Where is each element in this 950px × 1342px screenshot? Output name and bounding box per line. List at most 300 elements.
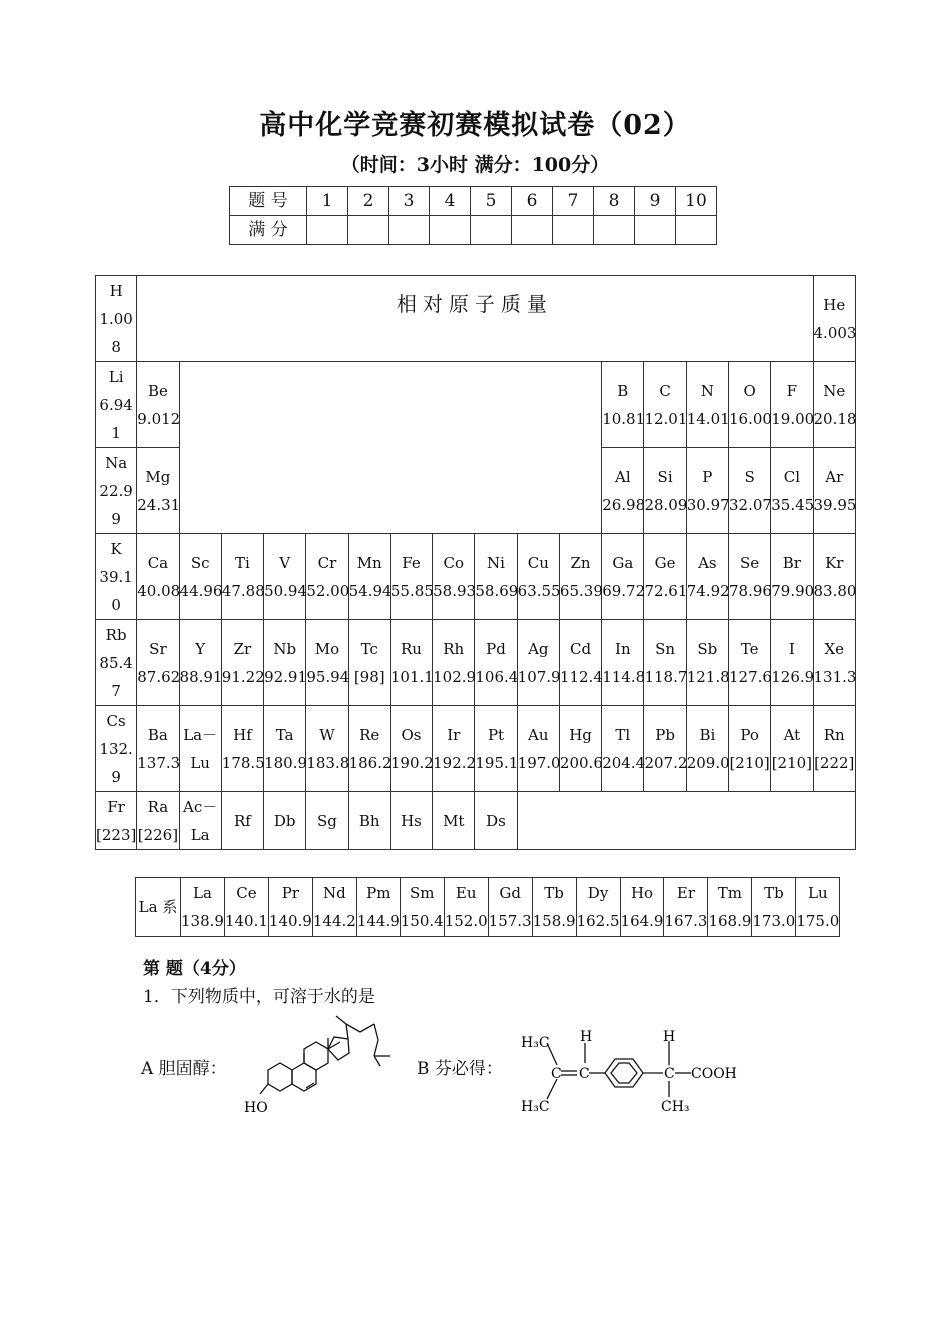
element-mass-cont: 9 xyxy=(111,509,121,528)
element-symbol: As xyxy=(698,553,717,572)
element-cell xyxy=(644,534,686,620)
element-symbol: Ac－ xyxy=(183,797,218,816)
element-mass: 54.94 xyxy=(348,581,392,600)
element-mass: 65.39 xyxy=(559,581,603,600)
element-symbol: Ta xyxy=(275,725,294,744)
element-mass: 190.2 xyxy=(390,753,434,772)
element-symbol: Mn xyxy=(356,553,382,572)
element-cell xyxy=(348,620,390,706)
element-symbol: Po xyxy=(740,725,759,744)
element-rb xyxy=(96,620,137,706)
element-mass: 200.6 xyxy=(559,753,603,772)
element-mass: 167.3 xyxy=(664,912,708,930)
element-symbol: Xe xyxy=(824,639,845,658)
element-symbol: Sn xyxy=(655,639,676,658)
element-cell xyxy=(602,620,644,706)
element-symbol: Sm xyxy=(409,884,435,902)
element-symbol: Ni xyxy=(487,553,505,572)
element-mass: 87.62 xyxy=(137,667,181,686)
element-mass: 175.0 xyxy=(796,912,840,930)
score-number-cell: 1 xyxy=(307,187,348,216)
element-mass: 24.31 xyxy=(137,495,181,514)
element-symbol: Rb xyxy=(105,625,127,644)
period-7 xyxy=(96,792,856,850)
element-mass: 20.18 xyxy=(813,409,857,428)
lanthanide-label: La 系 xyxy=(136,878,181,937)
element-symbol: Er xyxy=(676,884,696,902)
element-mass-cont: 8 xyxy=(111,337,121,356)
element-mass: 78.96 xyxy=(728,581,772,600)
element-mass: 209.0 xyxy=(686,753,730,772)
element-symbol: La－ xyxy=(183,725,218,744)
element-symbol: Pd xyxy=(486,639,506,658)
score-blank-cell[interactable] xyxy=(430,216,471,245)
element-symbol: Br xyxy=(782,553,801,572)
element-mass: 1.00 xyxy=(99,309,133,328)
element-symbol: Tb xyxy=(544,884,564,902)
element-symbol: K xyxy=(110,539,122,558)
element-symbol: Pr xyxy=(281,884,300,902)
period-4 xyxy=(96,534,856,620)
element-symbol: Hs xyxy=(401,811,422,830)
element-cell xyxy=(390,620,432,706)
element-cell xyxy=(708,878,752,937)
element-mass: La xyxy=(190,825,210,844)
element-mass: 114.8 xyxy=(602,667,646,686)
element-mass: 162.5 xyxy=(576,912,620,930)
element-symbol: Kr xyxy=(825,553,844,572)
element-mass: 106.4 xyxy=(475,667,519,686)
element-mass: 22.9 xyxy=(99,481,133,500)
element-cell xyxy=(224,878,268,937)
element-cell xyxy=(137,534,179,620)
element-mass: [210] xyxy=(729,753,770,772)
element-mass: 55.85 xyxy=(390,581,434,600)
score-blank-cell[interactable] xyxy=(676,216,717,245)
element-symbol: Li xyxy=(108,367,124,386)
element-cell xyxy=(602,534,644,620)
score-blank-cell[interactable] xyxy=(307,216,348,245)
element-mass: 178.5 xyxy=(221,753,265,772)
element-symbol: Ge xyxy=(654,553,676,572)
element-cell xyxy=(559,706,601,792)
blank-region xyxy=(179,362,602,534)
element-symbol: Zn xyxy=(570,553,591,572)
element-symbol: Os xyxy=(401,725,422,744)
element-mass-cont: 1 xyxy=(111,423,121,442)
option-b-label: B 芬必得： xyxy=(417,1059,503,1079)
element-symbol: Pb xyxy=(655,725,675,744)
element-mass: [210] xyxy=(771,753,813,772)
element-mass-cont: 9 xyxy=(111,767,121,786)
element-cell xyxy=(771,534,813,620)
element-symbol: Y xyxy=(195,639,206,658)
element-mass: 164.9 xyxy=(620,912,664,930)
alkene-carbon-2: C xyxy=(579,1066,590,1082)
element-cell xyxy=(306,620,348,706)
element-mass: 6.94 xyxy=(99,395,133,414)
element-cell xyxy=(728,362,770,448)
ho-label: HO xyxy=(244,1100,268,1116)
element-mass: 183.8 xyxy=(306,753,350,772)
element-cell xyxy=(686,362,728,448)
element-symbol: Cr xyxy=(317,553,337,572)
element-mass: 32.07 xyxy=(728,495,772,514)
element-cell xyxy=(752,878,796,937)
element-symbol: Dy xyxy=(587,884,609,902)
element-mass: 197.0 xyxy=(517,753,561,772)
element-cell xyxy=(348,792,390,850)
element-symbol: Ag xyxy=(528,639,549,658)
element-mass: [98] xyxy=(353,667,385,686)
option-a-label: A 胆固醇： xyxy=(141,1059,227,1079)
element-mass: 16.00 xyxy=(728,409,772,428)
element-symbol: Co xyxy=(443,553,465,572)
ch3-label: CH₃ xyxy=(661,1099,690,1115)
element-cell xyxy=(813,448,855,534)
element-mass: 83.80 xyxy=(813,581,857,600)
element-cell xyxy=(576,878,620,937)
score-blank-cell[interactable] xyxy=(389,216,430,245)
element-symbol: Ho xyxy=(630,884,654,902)
element-mass: 19.00 xyxy=(771,409,815,428)
element-symbol: Ra xyxy=(147,797,169,816)
element-mass: 140.1 xyxy=(224,912,268,930)
score-blank-cell[interactable] xyxy=(348,216,389,245)
element-cell xyxy=(686,706,728,792)
element-be xyxy=(137,362,179,448)
element-symbol: Re xyxy=(359,725,380,744)
score-blank-cell[interactable] xyxy=(553,216,594,245)
element-symbol: Be xyxy=(147,381,168,400)
element-cell xyxy=(179,792,221,850)
element-mass: 69.72 xyxy=(602,581,646,600)
element-symbol: Hg xyxy=(569,725,592,744)
element-cell xyxy=(813,534,855,620)
score-number-cell: 7 xyxy=(553,187,594,216)
element-mass: 168.9 xyxy=(708,912,752,930)
lanthanide-table xyxy=(135,877,840,937)
element-cell xyxy=(221,792,263,850)
element-symbol: Sr xyxy=(149,639,167,658)
element-mass-cont: 0 xyxy=(111,595,121,614)
element-cell xyxy=(390,534,432,620)
element-cell xyxy=(221,620,263,706)
element-mass: 180.9 xyxy=(264,753,308,772)
element-cell xyxy=(306,706,348,792)
element-symbol: Mt xyxy=(443,811,465,830)
element-mass-cont: 7 xyxy=(111,681,121,700)
element-mass: 157.3 xyxy=(488,912,532,930)
element-mass: 47.88 xyxy=(221,581,265,600)
element-symbol: N xyxy=(700,381,714,400)
element-cell xyxy=(264,792,306,850)
score-blank-cell[interactable] xyxy=(635,216,676,245)
element-cell xyxy=(602,706,644,792)
element-mass: 4.003 xyxy=(813,323,857,342)
element-cell xyxy=(433,620,475,706)
score-table xyxy=(229,186,717,245)
element-symbol: Rf xyxy=(234,811,251,830)
element-mass: 204.4 xyxy=(602,753,646,772)
element-symbol: At xyxy=(783,725,801,744)
element-symbol: Ne xyxy=(823,381,846,400)
element-symbol: Ca xyxy=(147,553,169,572)
element-symbol: He xyxy=(823,295,846,314)
element-symbol: C xyxy=(659,381,671,400)
score-number-cell: 5 xyxy=(471,187,512,216)
question-heading: 第 题（4分） xyxy=(143,959,246,979)
element-symbol: In xyxy=(615,639,631,658)
element-symbol: F xyxy=(786,381,798,400)
element-symbol: Cs xyxy=(106,711,126,730)
score-blank-cell[interactable] xyxy=(471,216,512,245)
element-symbol: Eu xyxy=(455,884,477,902)
score-blank-cell[interactable] xyxy=(512,216,553,245)
element-symbol: Nb xyxy=(273,639,297,658)
score-number-cell: 8 xyxy=(594,187,635,216)
element-symbol: Si xyxy=(657,467,673,486)
element-mass: 118.7 xyxy=(644,667,688,686)
element-mass: 144.9 xyxy=(356,912,400,930)
period-5 xyxy=(96,620,856,706)
element-cell xyxy=(433,706,475,792)
blank-region xyxy=(517,792,855,850)
element-mass: 40.08 xyxy=(137,581,181,600)
element-symbol: Ir xyxy=(447,725,461,744)
score-blank-cell[interactable] xyxy=(594,216,635,245)
element-cell xyxy=(475,534,517,620)
element-symbol: Pt xyxy=(487,725,505,744)
element-cell xyxy=(771,620,813,706)
element-cell xyxy=(644,362,686,448)
element-symbol: Mo xyxy=(314,639,340,658)
element-cell xyxy=(444,878,488,937)
element-symbol: Na xyxy=(105,453,128,472)
element-li xyxy=(96,362,137,448)
element-mass: 121.8 xyxy=(686,667,730,686)
element-cell xyxy=(813,362,855,448)
element-symbol: Au xyxy=(528,725,549,744)
element-mass: 207.2 xyxy=(644,753,688,772)
element-mass: 52.00 xyxy=(306,581,350,600)
element-k xyxy=(96,534,137,620)
element-symbol: La xyxy=(193,884,212,902)
element-mass: 112.4 xyxy=(559,667,603,686)
element-cell xyxy=(179,706,221,792)
period-2 xyxy=(96,362,856,448)
element-symbol: Cd xyxy=(570,639,592,658)
element-mass: 30.97 xyxy=(686,495,730,514)
element-mass: 74.92 xyxy=(686,581,730,600)
element-cell xyxy=(137,706,179,792)
element-cell xyxy=(644,706,686,792)
element-cell xyxy=(264,706,306,792)
element-mass: 72.61 xyxy=(644,581,688,600)
element-symbol: V xyxy=(279,553,291,572)
element-cell xyxy=(517,706,559,792)
element-cell xyxy=(728,534,770,620)
element-mass: 126.9 xyxy=(771,667,815,686)
element-symbol: S xyxy=(744,467,755,486)
element-mass: 101.1 xyxy=(390,667,434,686)
element-symbol: O xyxy=(743,381,756,400)
element-cell xyxy=(221,706,263,792)
ibuprofen-derivative-structure xyxy=(515,1025,745,1120)
element-mass: 95.94 xyxy=(306,667,350,686)
element-cell xyxy=(356,878,400,937)
h3c-bottom-label: H₃C xyxy=(521,1099,550,1115)
element-cell xyxy=(390,706,432,792)
element-symbol: Tc xyxy=(360,639,378,658)
element-cell xyxy=(475,620,517,706)
element-symbol: Te xyxy=(740,639,759,658)
score-number-cell: 9 xyxy=(635,187,676,216)
element-symbol: Se xyxy=(740,553,760,572)
alpha-carbon: C xyxy=(664,1066,675,1082)
score-label-points: 满 分 xyxy=(230,216,307,245)
element-cell xyxy=(771,706,813,792)
element-symbol: I xyxy=(788,639,795,658)
element-fr xyxy=(96,792,137,850)
element-cell xyxy=(644,448,686,534)
element-na xyxy=(96,448,137,534)
element-mg xyxy=(137,448,179,534)
element-symbol: Ar xyxy=(825,467,844,486)
element-symbol: Rn xyxy=(823,725,845,744)
element-cell xyxy=(179,620,221,706)
element-symbol: Ds xyxy=(486,811,506,830)
score-number-cell: 4 xyxy=(430,187,471,216)
element-mass: Lu xyxy=(190,753,210,772)
page-title: 高中化学竞赛初赛模拟试卷（02） xyxy=(259,110,691,141)
element-mass: 12.01 xyxy=(644,409,688,428)
element-cell xyxy=(264,534,306,620)
element-mass: 39.1 xyxy=(99,567,133,586)
element-cell xyxy=(686,534,728,620)
element-cell xyxy=(433,534,475,620)
element-mass: 158.9 xyxy=(532,912,576,930)
element-cell xyxy=(559,620,601,706)
element-symbol: Nd xyxy=(322,884,346,902)
element-cs xyxy=(96,706,137,792)
alpha-hydrogen: H xyxy=(663,1029,676,1045)
element-cell xyxy=(517,534,559,620)
element-cell xyxy=(400,878,444,937)
element-cell xyxy=(181,878,225,937)
element-cell xyxy=(221,534,263,620)
period-1 xyxy=(96,276,856,362)
element-mass: 137.3 xyxy=(137,753,181,772)
element-cell xyxy=(268,878,312,937)
element-cell xyxy=(602,362,644,448)
table-caption: 相对原子质量 xyxy=(396,291,553,316)
element-mass: [223] xyxy=(96,825,137,844)
element-cell xyxy=(264,620,306,706)
element-mass: 127.6 xyxy=(728,667,772,686)
element-symbol: Pm xyxy=(366,884,391,902)
element-mass: 107.9 xyxy=(517,667,561,686)
element-symbol: Tm xyxy=(717,884,743,902)
element-mass: 88.91 xyxy=(179,667,223,686)
element-mass: 26.98 xyxy=(602,495,646,514)
element-mass: 102.9 xyxy=(433,667,477,686)
element-mass: 28.09 xyxy=(644,495,688,514)
element-mass: 91.22 xyxy=(221,667,265,686)
element-cell xyxy=(517,620,559,706)
element-cell xyxy=(348,534,390,620)
element-cell xyxy=(813,620,855,706)
element-cell xyxy=(306,792,348,850)
element-cell xyxy=(433,792,475,850)
exam-info: （时间：3小时 满分：100分） xyxy=(340,154,610,176)
period-6 xyxy=(96,706,856,792)
element-cell xyxy=(390,792,432,850)
score-label-number: 题 号 xyxy=(230,187,307,216)
element-mass: 195.1 xyxy=(475,753,519,772)
element-mass: [222] xyxy=(814,753,855,772)
element-cell xyxy=(728,706,770,792)
element-symbol: P xyxy=(702,467,713,486)
element-symbol: B xyxy=(617,381,629,400)
element-mass: 85.4 xyxy=(99,653,133,672)
element-mass: 79.90 xyxy=(771,581,815,600)
element-cell xyxy=(137,620,179,706)
score-row-points xyxy=(230,216,717,245)
element-symbol: Cu xyxy=(527,553,549,572)
element-cell xyxy=(559,534,601,620)
element-symbol: Lu xyxy=(808,884,828,902)
element-mass: 35.45 xyxy=(771,495,815,514)
element-symbol: Al xyxy=(615,467,631,486)
element-cell xyxy=(686,620,728,706)
element-mass: 10.81 xyxy=(602,409,646,428)
element-cell xyxy=(179,534,221,620)
element-cell xyxy=(796,878,840,937)
element-cell xyxy=(312,878,356,937)
element-cell xyxy=(728,620,770,706)
alkene-hydrogen: H xyxy=(580,1029,593,1045)
element-mass: 58.69 xyxy=(475,581,519,600)
element-symbol: Cl xyxy=(783,467,801,486)
element-mass: 144.2 xyxy=(312,912,356,930)
element-mass: 39.95 xyxy=(813,495,857,514)
element-mass: 50.94 xyxy=(264,581,308,600)
element-symbol: Rh xyxy=(443,639,465,658)
question-text: 1．下列物质中，可溶于水的是 xyxy=(143,987,375,1007)
element-symbol: Ce xyxy=(236,884,257,902)
cooh-label: COOH xyxy=(691,1066,737,1082)
element-mass: 63.55 xyxy=(517,581,561,600)
element-cell xyxy=(686,448,728,534)
element-mass: 186.2 xyxy=(348,753,392,772)
score-number-cell: 2 xyxy=(348,187,389,216)
element-mass: 192.2 xyxy=(433,753,477,772)
lanthanide-row xyxy=(136,878,840,937)
element-cell xyxy=(137,792,179,850)
element-cell xyxy=(488,878,532,937)
element-symbol: Hf xyxy=(233,725,252,744)
element-mass: 150.4 xyxy=(400,912,444,930)
caption-cell xyxy=(137,276,813,362)
element-symbol: Tl xyxy=(615,725,631,744)
element-cell xyxy=(620,878,664,937)
alkene-carbon-1: C xyxy=(551,1066,562,1082)
h3c-top-label: H₃C xyxy=(521,1035,550,1051)
element-mass: 132. xyxy=(99,739,133,758)
element-mass: 92.91 xyxy=(264,667,308,686)
element-symbol: Bi xyxy=(699,725,716,744)
